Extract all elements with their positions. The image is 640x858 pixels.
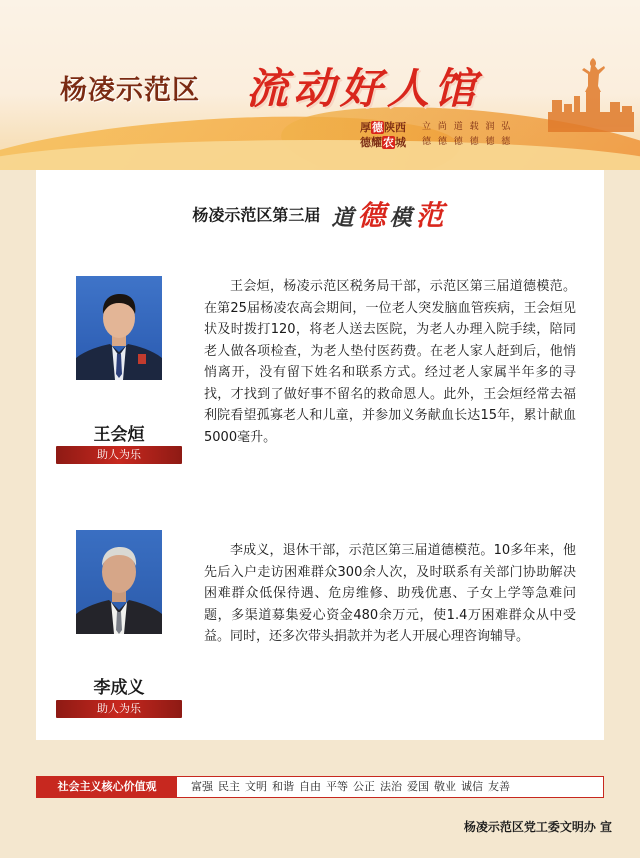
person-bio: 王会烜，杨凌示范区税务局干部，示范区第三届道德模范。在第25届杨凌农高会期间，一位老人突发脑血管疾病，王会烜见状及时拨打120，将老人送去医院，为老人办理入院手续，陪同老人做各项检查，为老人垫付医药费。在老人家人赶到后，他悄悄离开，没有留下姓名和联系方式。经过老人家属半年多的寻找，才找到了做好事不留名的救命恩人。此外，王会烜经常去福利院看望孤寡老人和儿童，并参加义务献血长达15年，累计献血5000毫升。 <box>204 279 576 445</box>
hall-title: 流动好人馆 <box>246 64 482 113</box>
core-values-bar <box>36 776 604 798</box>
slogan-highlight: 德 <box>372 121 383 134</box>
section-title <box>36 194 604 234</box>
core-values-list <box>191 777 515 797</box>
person-tag: 助人为乐 <box>56 446 182 464</box>
slogan-highlight: 农 <box>383 136 394 149</box>
core-value: 诚信 <box>461 780 483 793</box>
core-value: 敬业 <box>434 780 456 793</box>
person-tag: 助人为乐 <box>56 700 182 718</box>
core-value: 法治 <box>380 780 402 793</box>
header-banner <box>0 0 640 170</box>
core-value: 文明 <box>245 780 267 793</box>
slogan-virtues <box>422 120 532 150</box>
issuer-credit: 杨凌示范区党工委文明办 宣 <box>463 820 612 834</box>
core-value: 平等 <box>326 780 348 793</box>
core-value: 友善 <box>488 780 510 793</box>
core-values-label: 社会主义核心价值观 <box>37 777 177 797</box>
core-value: 爱国 <box>407 780 429 793</box>
portrait-photo <box>76 530 162 634</box>
slogan-virtues-line1: 立 尚 道 载 润 弘 <box>422 122 513 132</box>
section-title-prefix: 杨凌示范区第三届 <box>192 205 321 225</box>
person-name: 王会烜 <box>93 425 145 445</box>
core-value: 民主 <box>218 780 240 793</box>
section-title-art: 道德模范 <box>331 199 448 232</box>
region-title: 杨凌示范区 <box>60 75 200 106</box>
slogan-main: 厚德陕西 德耀农城 <box>360 121 406 149</box>
person-name: 李成义 <box>93 678 145 698</box>
portrait-photo <box>76 276 162 380</box>
core-value: 富强 <box>191 780 213 793</box>
core-value: 自由 <box>299 780 321 793</box>
core-value: 公正 <box>353 780 375 793</box>
person-bio: 李成义，退休干部，示范区第三届道德模范。10多年来，他先后入户走访困难群众300余人次，及时联系有关部门协助解决困难群众低保待遇、危房维修、助残优惠、子女上学等急难问题，多渠道募集爱心资金480余万元，使1.4万困难群众从中受益。同时，还多次带头捐款并为老人开展心理咨询辅导。 <box>204 543 576 644</box>
slogan-virtues-line2: 德 德 德 德 德 德 <box>422 137 513 147</box>
content-card <box>36 170 604 740</box>
core-value: 和谐 <box>272 780 294 793</box>
statue-skyline-icon <box>548 56 634 132</box>
